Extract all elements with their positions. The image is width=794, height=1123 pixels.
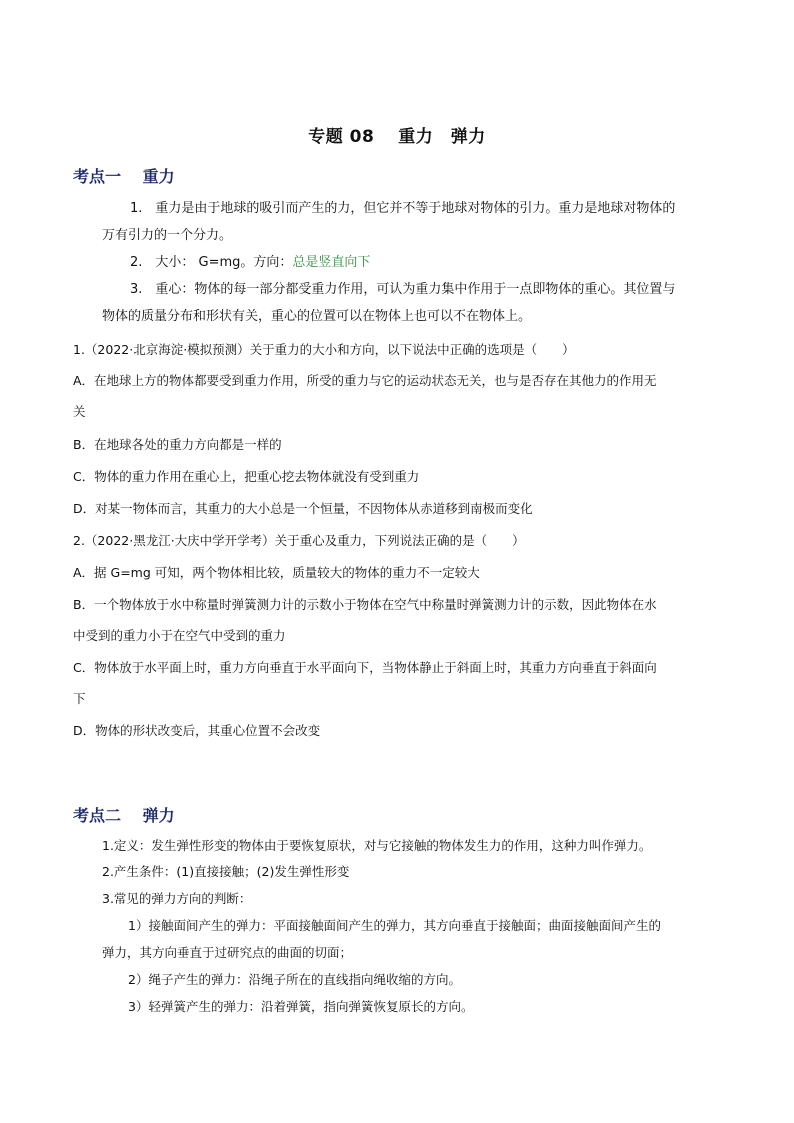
question-1-option-a-line-1: A．在地球上方的物体都要受到重力作用，所受的重力与它的运动状态无关，也与是否存在其他力的作用无 (73, 373, 657, 388)
elastic-direction-heading: 3.常见的弹力方向的判断： (102, 891, 252, 906)
elastic-direction-1-line-2: 弹力，其方向垂直于过研究点的曲面的切面； (102, 945, 353, 960)
gravity-point-2-text: 2. 大小： G=mg。方向： (130, 255, 293, 270)
section-heading-gravity: 考点一 重力 (73, 167, 175, 186)
elastic-direction-2: 2）绳子产生的弹力：沿绳子所在的直线指向绳收缩的方向。 (128, 972, 461, 987)
question-2-option-b-line-2: 中受到的重力小于在空气中受到的重力 (73, 628, 286, 643)
question-2-option-c-line-1: C．物体放于水平面上时，重力方向垂直于水平面向下，当物体静止于斜面上时，其重力方向垂直于斜面向 (73, 660, 657, 675)
elastic-direction-3: 3）轻弹簧产生的弹力：沿着弹簧，指向弹簧恢复原长的方向。 (128, 999, 474, 1014)
question-1-option-b: B．在地球各处的重力方向都是一样的 (73, 437, 282, 452)
question-1-option-d: D．对某一物体而言，其重力的大小总是一个恒量，不因物体从赤道移到南极而变化 (73, 501, 533, 516)
elastic-conditions: 2.产生条件：(1)直接接触；(2)发生弹性形变 (102, 864, 350, 879)
page-title: 专题 08 重力 弹力 (308, 127, 486, 147)
question-2-option-d: D．物体的形状改变后，其重心位置不会改变 (73, 723, 321, 738)
question-1-option-c: C．物体的重力作用在重心上，把重心挖去物体就没有受到重力 (73, 469, 420, 484)
gravity-direction-highlight: 总是竖直向下 (292, 255, 371, 270)
elastic-direction-1-line-1: 1）接触面间产生的弹力：平面接触面间产生的弹力，其方向垂直于接触面；曲面接触面间产生的 (128, 918, 661, 933)
gravity-point-3-line-2: 物体的质量分布和形状有关，重心的位置可以在物体上也可以不在物体上。 (102, 309, 532, 324)
gravity-point-1-line-1: 1. 重力是由于地球的吸引而产生的力，但它并不等于地球对物体的引力。重力是地球对物体的 (130, 201, 676, 216)
question-2-option-c-line-2: 下 (73, 691, 86, 706)
question-2-option-a: A．据 G=mg 可知，两个物体相比较，质量较大的物体的重力不一定较大 (73, 565, 480, 580)
gravity-point-3-line-1: 3. 重心：物体的每一部分都受重力作用，可认为重力集中作用于一点即物体的重心。其位置与 (130, 282, 676, 297)
gravity-point-1-line-2: 万有引力的一个分力。 (102, 228, 233, 243)
section-heading-elastic-force: 考点二 弹力 (73, 806, 175, 825)
question-2-option-b-line-1: B．一个物体放于水中称量时弹簧测力计的示数小于物体在空气中称量时弹簧测力计的示数，因此物体在水 (73, 597, 657, 612)
elastic-definition: 1.定义：发生弹性形变的物体由于要恢复原状，对与它接触的物体发生力的作用，这种力叫作弹力。 (102, 838, 652, 853)
question-2-stem: 2.（2022·黑龙江·大庆中学开学考）关于重心及重力，下列说法正确的是（ ） (73, 533, 525, 548)
gravity-point-2 (130, 254, 370, 272)
question-1-stem: 1.（2022·北京海淀·模拟预测）关于重力的大小和方向，以下说法中正确的选项是（ ） (73, 342, 575, 357)
question-1-option-a-line-2: 关 (73, 404, 86, 419)
